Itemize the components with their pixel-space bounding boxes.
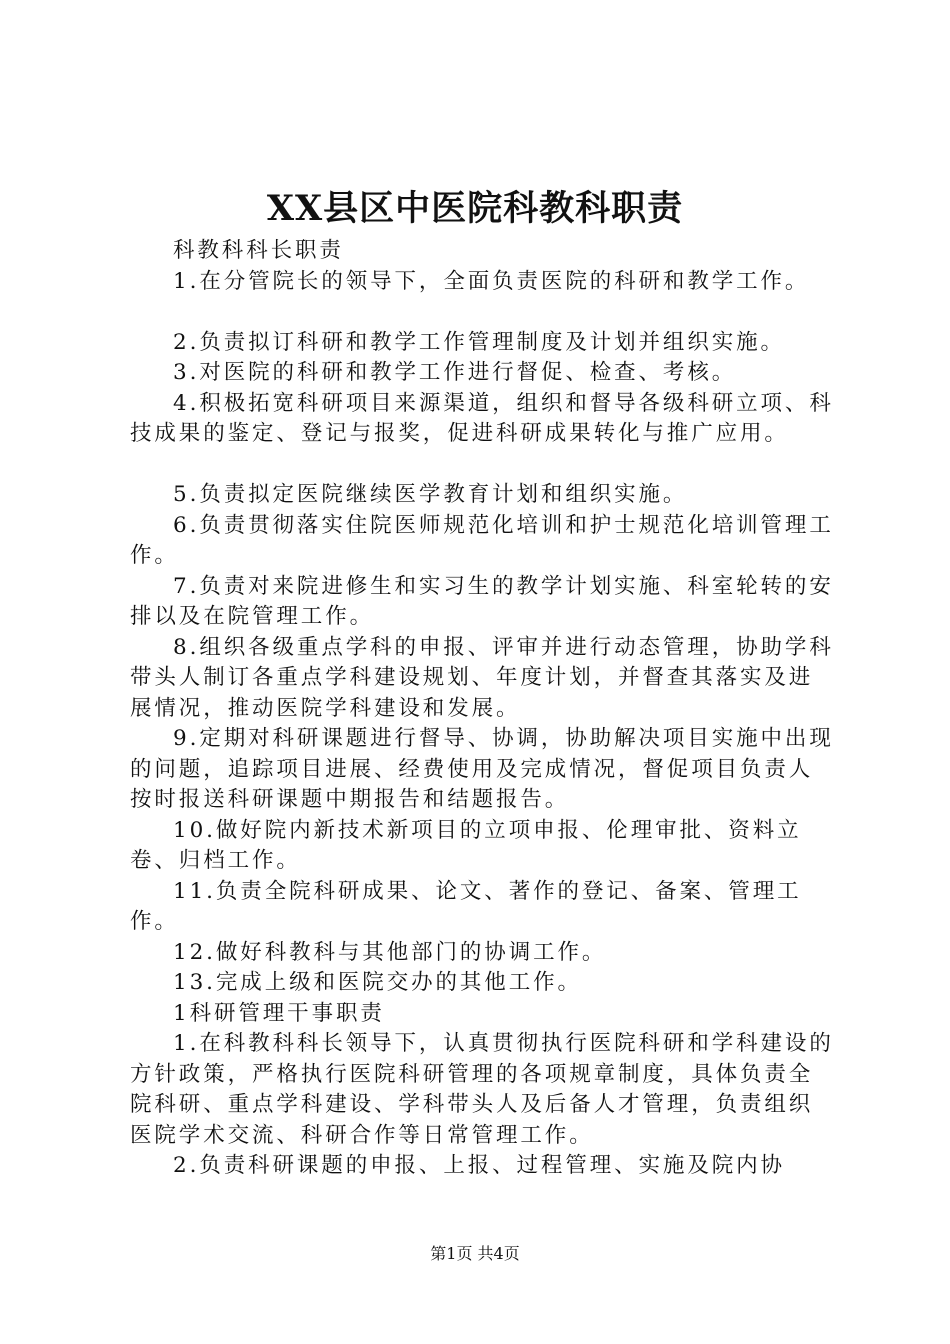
- paragraph: 2.负责拟订科研和教学工作管理制度及计划并组织实施。: [173, 329, 785, 355]
- section-heading-director: 科教科科长职责: [173, 238, 344, 263]
- paragraph: 1.在科教科科长领导下，认真贯彻执行医院科研和学科建设的方针政策，严格执行医院科研管理的各项规章制度，具体负责全院科研、重点学科建设、学科带头人及后备人才管理，负责组织医院学术交流、科研合作等日常管理工作。: [130, 1031, 834, 1148]
- paragraph: 2.负责科研课题的申报、上报、过程管理、实施及院内协: [173, 1153, 785, 1178]
- page-footer: 第1页 共4页: [430, 1244, 520, 1263]
- paragraph: 3.对医院的科研和教学工作进行督促、检查、考核。: [173, 360, 737, 385]
- paragraph: 8.组织各级重点学科的申报、评审并进行动态管理，协助学科带头人制订各重点学科建设规划、年度计划，并督查其落实及进展情况，推动医院学科建设和发展。: [130, 634, 834, 721]
- paragraph: 6.负责贯彻落实住院医师规范化培训和护士规范化培训管理工作。: [130, 512, 834, 568]
- document-body: [130, 236, 835, 1182]
- paragraph: 12.做好科教科与其他部门的协调工作。: [173, 939, 607, 965]
- paragraph: 11.负责全院科研成果、论文、著作的登记、备案、管理工作。: [130, 878, 802, 934]
- paragraph: 1.在分管院长的领导下，全面负责医院的科研和教学工作。: [173, 268, 810, 294]
- paragraph: 5.负责拟定医院继续医学教育计划和组织实施。: [173, 482, 688, 507]
- paragraph: 7.负责对来院进修生和实习生的教学计划实施、科室轮转的安排以及在院管理工作。: [130, 573, 834, 629]
- paragraph: 10.做好院内新技术新项目的立项申报、伦理审批、资料立卷、归档工作。: [130, 817, 802, 873]
- paragraph: 9.定期对科研课题进行督导、协调，协助解决项目实施中出现的问题，追踪项目进展、经费使用及完成情况，督促项目负责人按时报送科研课题中期报告和结题报告。: [130, 726, 834, 812]
- section-heading-officer: 1科研管理干事职责: [173, 1000, 385, 1026]
- paragraph: 13.完成上级和医院交办的其他工作。: [173, 970, 582, 995]
- document-title: XX县区中医院科教科职责: [266, 188, 684, 229]
- paragraph: 4.积极拓宽科研项目来源渠道，组织和督导各级科研立项、科技成果的鉴定、登记与报奖，促进科研成果转化与推广应用。: [130, 390, 834, 446]
